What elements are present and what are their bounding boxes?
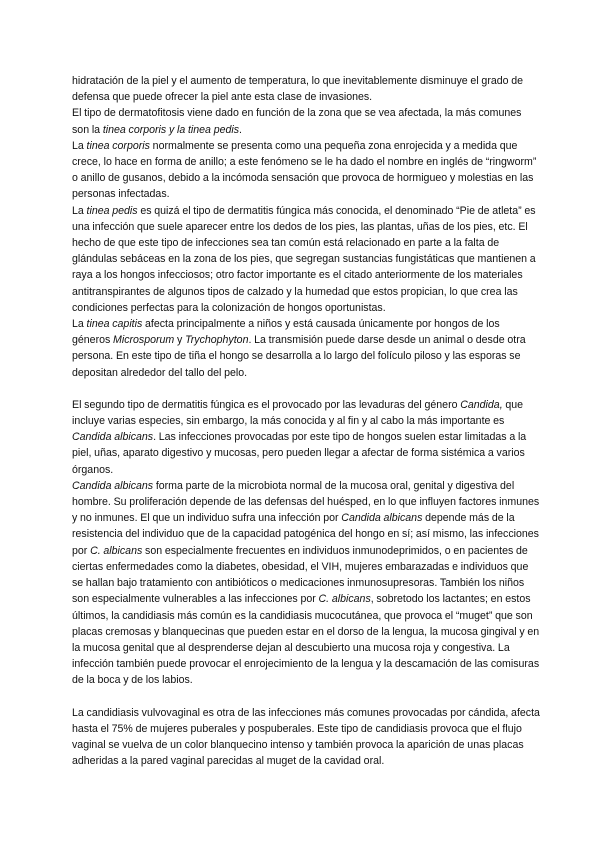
body-paragraph (72, 138, 540, 203)
body-paragraph (72, 478, 540, 689)
document-body (72, 73, 540, 769)
text-run: La (72, 139, 87, 152)
italic-term: tinea pedis (86, 204, 138, 217)
text-run: forma parte de la microbiota normal de la mucosa oral, genital y digestiva del hombre. Su proliferación depende de las defensas del huésped, en lo que influyen factores inmunes y no inmunes. El que un individuo sufra una infección por (72, 479, 540, 525)
body-paragraph (72, 105, 540, 137)
italic-term: tinea capitis (86, 318, 143, 331)
italic-term: tinea corporis (86, 139, 150, 152)
text-run: . Las infecciones provocadas por este tipo de hongos suelen estar limitadas a la piel, uñas, aparato digestivo y mucosas, pero pueden llegar a afectar de forma sistémica a varios órganos. (72, 431, 527, 476)
italic-term: C. albicans (90, 544, 143, 557)
italic-term: Candida albicans (72, 431, 154, 444)
body-paragraph (72, 203, 540, 316)
text-run: El segundo tipo de dermatitis fúngica es el provocado por las levaduras del género (72, 398, 461, 411)
italic-term: Trychophyton (185, 334, 249, 347)
text-run: es quizá el tipo de dermatitis fúngica más conocida, el denominado “Pie de atleta” es una infección que suele aparecer entre los dedos de los pies, las plantas, uñas de los pies, etc. El hecho de que este tipo de infecciones sea tan común está relacionado en parte a la falta de glándulas sebáceas en la zona de los pies, que segregan sustancias fungistáticas que mantienen a raya a los hongos infecciosos; otro factor importante es el citado anteriormente de los materiales antitranspirantes de algunos tipos de calzado y la humedad que estos propician, lo que crea las condiciones perfectas para la colonización de hongos oportunistas. (72, 204, 536, 314)
text-run: . (239, 123, 242, 136)
body-paragraph (72, 73, 540, 105)
italic-term: Candida, (460, 398, 503, 411)
text-run: La (72, 318, 87, 331)
text-run: El tipo de dermatofitosis viene dado en función de la zona que se vea afectada, la más comunes son la (72, 107, 522, 136)
italic-term: C. albicans (318, 593, 371, 606)
italic-term: Microsporum (113, 334, 175, 347)
text-run: son especialmente frecuentes en individuos inmunodeprimidos, o en pacientes de ciertas enfermedades como la diabetes, obesidad, el VIH, mujeres embarazadas e individuos que se hallan bajo tratamiento con antibióticos o medicaciones inmunosupresoras. También los niños son especialmente vulnerables a las infecciones por (72, 544, 529, 606)
body-paragraph (72, 397, 540, 478)
text-run: , sobretodo los lactantes; en estos últimos, la candidiasis más común es la candidiasis mucocutánea, que provoca el “muget” que son placas cremosas y blanquecinas que pueden estar en el dorso de la lengua, la mucosa gingival y en la mucosa genital que al desprenderse dejan al descubierto una mucosa roja y congestiva. La infección también puede provocar el enrojecimiento de la lengua y la descamación de las comisuras de la boca y de los labios. (72, 593, 540, 687)
text-run: y (174, 334, 186, 347)
text-run: que incluye varias especies, sin embargo, la más conocida y al fin y al cabo la más importante es (72, 398, 524, 428)
paragraph-spacer (72, 689, 540, 705)
italic-term: tinea corporis y la tinea pedis (102, 123, 240, 136)
body-paragraph (72, 316, 540, 381)
italic-term: Candida albicans (72, 479, 154, 492)
body-paragraph (72, 705, 540, 770)
text-run: . La transmisión puede darse desde un animal o desde otra persona. En este tipo de tiña el hongo se desarrolla a lo largo del folículo piloso y las esporas se depositan alrededor del tallo del pelo. (72, 334, 526, 379)
text-run: La (72, 204, 87, 217)
text-run: normalmente se presenta como una pequeña zona enrojecida y a medida que crece, lo hace en forma de anillo; a este fenómeno se le ha dado el nombre en inglés de “ringworm” o anillo de gusanos, debido a la incómoda sensación que provoca de hormigueo y molestias en las personas infectadas. (72, 139, 537, 201)
text-run: hidratación de la piel y el aumento de temperatura, lo que inevitablemente disminuye el grado de defensa que puede ofrecer la piel ante esta clase de invasiones. (72, 75, 524, 104)
text-run: La candidiasis vulvovaginal es otra de las infecciones más comunes provocadas por cándida, afecta hasta el 75% de mujeres puberales y pospuberales. Este tipo de candidiasis provoca que el flujo vaginal se vuelva de un color blanquecino intenso y también provoca la aparición de unas placas adheridas a la pared vaginal parecidas al muget de la cavidad oral. (72, 706, 540, 768)
italic-term: Candida albicans (341, 512, 423, 525)
paragraph-spacer (72, 381, 540, 397)
text-run: depende más de la resistencia del individuo que de la capacidad patogénica del hongo en sí; así mismo, las infecciones por (72, 512, 539, 557)
text-run: afecta principalmente a niños y está causada únicamente por hongos de los géneros (72, 318, 500, 347)
